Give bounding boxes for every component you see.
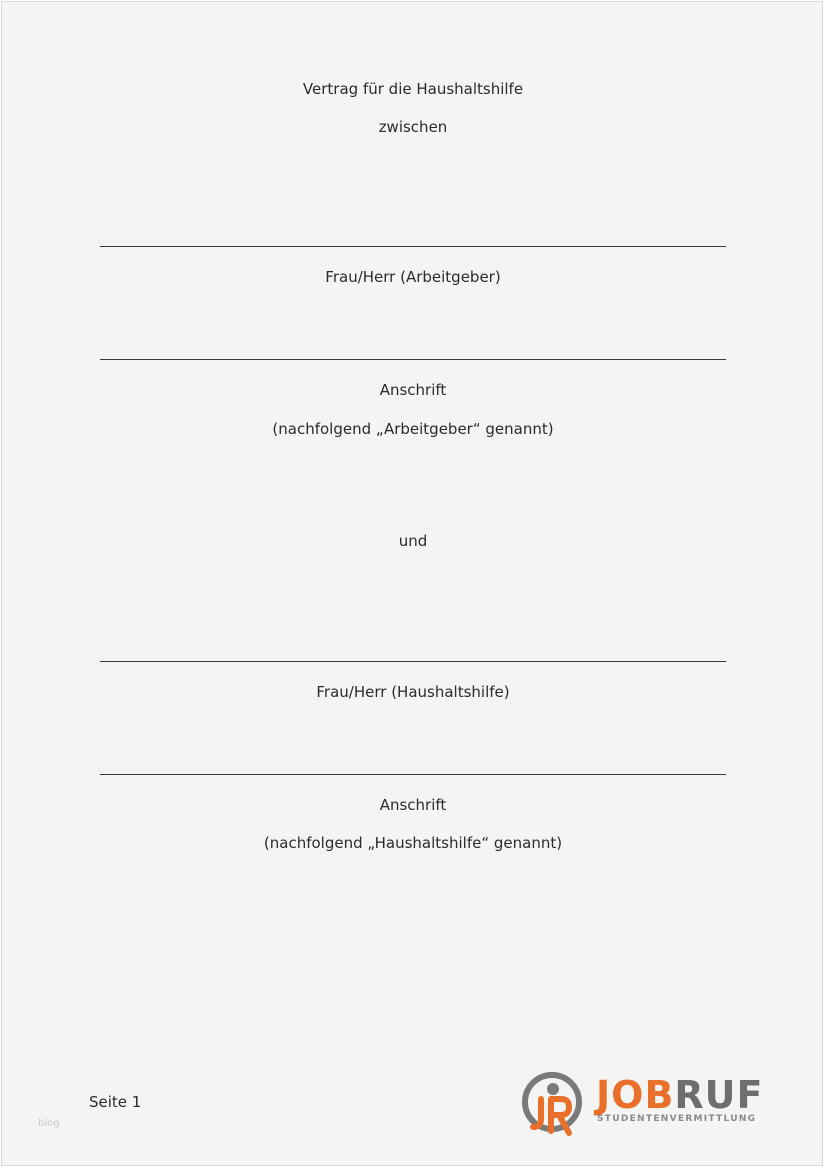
signature-line-party2-name xyxy=(100,661,726,662)
document-page xyxy=(1,1,823,1166)
signature-line-party2-address xyxy=(100,774,726,775)
logo-brand-part1: JOB xyxy=(596,1073,675,1117)
jobruf-logo-icon xyxy=(519,1069,589,1139)
signature-line-party1-name xyxy=(100,246,726,247)
jobruf-logo-wordmark xyxy=(596,1073,763,1117)
watermark-text: blog xyxy=(38,1118,60,1129)
between-text: zwischen xyxy=(378,118,448,136)
signature-line-party1-address xyxy=(100,359,726,360)
document-title: Vertrag für die Haushaltshilfe xyxy=(302,80,524,98)
jobruf-logo xyxy=(519,1069,764,1139)
logo-brand-part2: RUF xyxy=(674,1073,764,1117)
party1-label: Frau/Herr (Arbeitgeber) xyxy=(325,268,501,286)
party1-alias: (nachfolgend „Arbeitgeber“ genannt) xyxy=(272,420,554,438)
party2-alias: (nachfolgend „Haushaltshilfe“ genannt) xyxy=(263,834,563,852)
party2-address-label: Anschrift xyxy=(379,796,447,814)
party1-address-label: Anschrift xyxy=(379,381,447,399)
logo-subtitle: STUDENTENVERMITTLUNG xyxy=(597,1114,757,1124)
and-text: und xyxy=(398,532,428,550)
party2-label: Frau/Herr (Haushaltshilfe) xyxy=(316,683,510,701)
page-number: Seite 1 xyxy=(89,1093,142,1111)
